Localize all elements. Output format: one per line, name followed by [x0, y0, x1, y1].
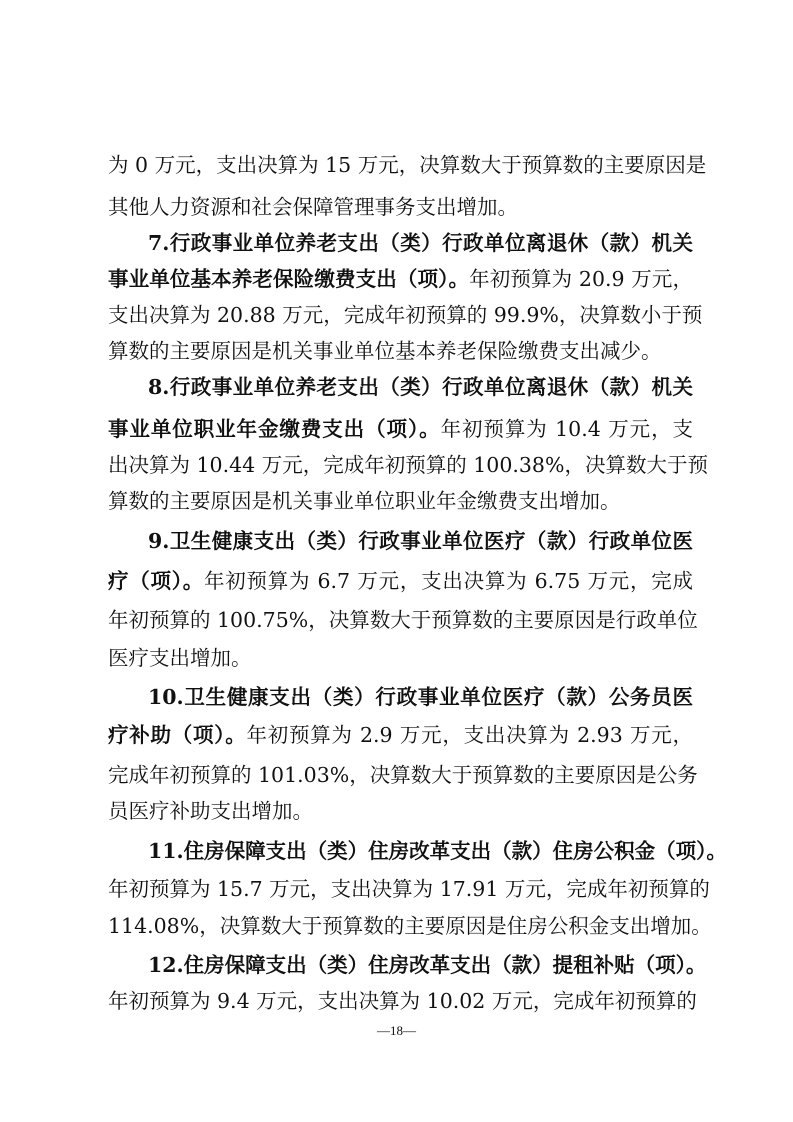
section-heading-12: 12.住房保障支出（类）住房改革支出（款）提租补贴（项）。 — [148, 953, 707, 977]
section-heading-7: 7.行政事业单位养老支出（类）行政单位离退休（款）机关 — [148, 231, 693, 255]
text-line: 出决算为 10.44 万元，完成年初预算的 100.38%，决算数大于预 — [108, 453, 708, 477]
section-heading-10: 10.卫生健康支出（类）行政事业单位医疗（款）公务员医 — [148, 685, 693, 709]
text-line: 事业单位职业年金缴费支出（项）。年初预算为 10.4 万元，支 — [108, 417, 693, 441]
text-line: 年初预算为 15.7 万元，支出决算为 17.91 万元，完成年初预算的 — [108, 877, 710, 901]
text-line: 年初预算为 9.4 万元，支出决算为 10.02 万元，完成年初预算的 — [108, 989, 697, 1013]
text-line: 医疗支出增加。 — [108, 646, 252, 670]
text-line: 114.08%，决算数大于预算数的主要原因是住房公积金支出增加。 — [108, 914, 712, 938]
page-number: —18— — [377, 1023, 416, 1038]
section-heading-8: 8.行政事业单位养老支出（类）行政单位离退休（款）机关 — [148, 375, 693, 399]
text-line: 为 0 万元，支出决算为 15 万元，决算数大于预算数的主要原因是 — [108, 153, 707, 177]
text-line: 其他人力资源和社会保障管理事务支出增加。 — [108, 195, 518, 219]
section-heading-9: 9.卫生健康支出（类）行政事业单位医疗（款）行政单位医 — [148, 529, 693, 553]
text-line: 事业单位基本养老保险缴费支出（项）。年初预算为 20.9 万元， — [108, 267, 693, 291]
text-line: 算数的主要原因是机关事业单位基本养老保险缴费支出减少。 — [108, 339, 662, 363]
text-line: 算数的主要原因是机关事业单位职业年金缴费支出增加。 — [108, 489, 621, 513]
text-line: 疗补助（项）。年初预算为 2.9 万元，支出决算为 2.93 万元， — [108, 723, 693, 747]
text-line: 完成年初预算的 101.03%，决算数大于预算数的主要原因是公务 — [108, 763, 698, 787]
text-line: 疗（项）。年初预算为 6.7 万元，支出决算为 6.75 万元，完成 — [108, 569, 694, 593]
text-line: 支出决算为 20.88 万元，完成年初预算的 99.9%，决算数小于预 — [108, 303, 703, 327]
text-line: 员医疗补助支出增加。 — [108, 799, 313, 823]
text-line: 年初预算的 100.75%，决算数大于预算数的主要原因是行政单位 — [108, 608, 698, 632]
section-heading-11: 11.住房保障支出（类）住房改革支出（款）住房公积金（项）。 — [148, 839, 727, 863]
